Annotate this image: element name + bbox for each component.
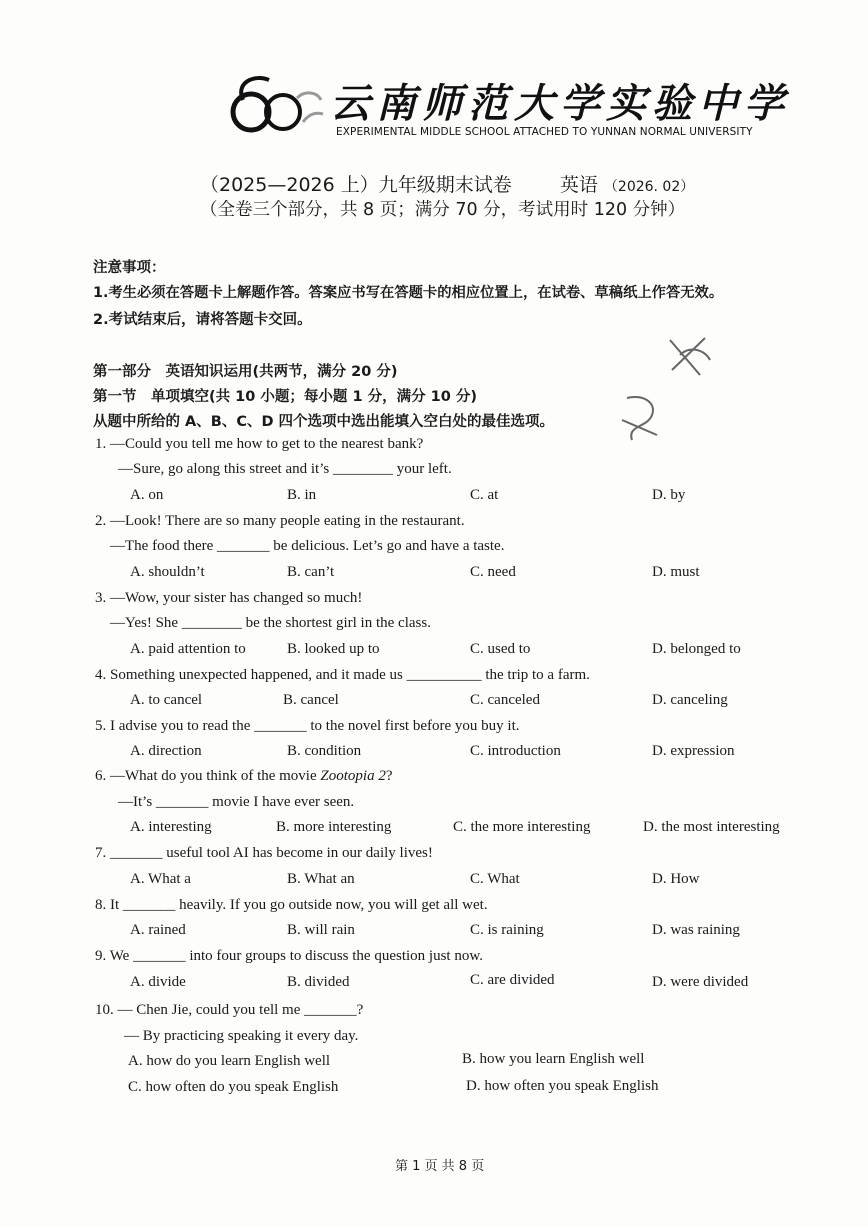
question-4-line-1: 4. Something unexpected happened, and it made us __________ the trip to a farm. (95, 667, 590, 683)
question-9-line-1: 9. We _______ into four groups to discuss the question just now. (95, 948, 483, 964)
question-5-option-d: D. expression (652, 743, 735, 759)
question-2-option-a: A. shouldn’t (130, 564, 205, 580)
question-8-line-1: 8. It _______ heavily. If you go outside now, you will get all wet. (95, 897, 488, 913)
exam-title-line (200, 170, 694, 197)
question-6-option-c: C. the more interesting (453, 819, 591, 835)
handwriting-scribble-icon (660, 330, 720, 385)
question-9-option-b: B. divided (287, 974, 350, 990)
question-6-option-d: D. the most interesting (643, 819, 780, 835)
question-10-option-d: D. how often you speak English (466, 1078, 659, 1094)
handwriting-scribble-icon (612, 390, 672, 450)
note-item-2: 2.考试结束后，请将答题卡交回。 (93, 312, 312, 328)
question-6-line-2: —It’s _______ movie I have ever seen. (118, 794, 355, 810)
question-10-option-a: A. how do you learn English well (128, 1053, 331, 1069)
question-1-line-2: —Sure, go along this street and it’s ________ your left. (118, 461, 452, 477)
school-name-cn: 云南师范大学实验中学 (330, 80, 790, 127)
question-4-option-b: B. cancel (283, 692, 339, 708)
question-7-option-d: D. How (652, 871, 700, 887)
question-3-option-b: B. looked up to (287, 641, 380, 657)
exam-title: （2025—2026 上）九年级期末试卷 (200, 174, 512, 196)
question-2-line-2: —The food there _______ be delicious. Let’s go and have a taste. (110, 538, 505, 554)
question-1-option-a: A. on (130, 487, 164, 503)
section1-heading: 第一节 单项填空(共 10 小题；每小题 1 分，满分 10 分) (93, 389, 477, 405)
question-10-line-1: 10. — Chen Jie, could you tell me _______? (95, 1002, 364, 1018)
exam-date: （2026. 02） (603, 179, 695, 195)
question-8-option-a: A. rained (130, 922, 186, 938)
part1-heading: 第一部分 英语知识运用(共两节，满分 20 分) (93, 364, 398, 380)
question-8-option-b: B. will rain (287, 922, 355, 938)
question-10-option-b: B. how you learn English well (462, 1051, 645, 1067)
question-1-option-c: C. at (470, 487, 499, 503)
question-9-option-c: C. are divided (470, 972, 555, 988)
question-10-option-c: C. how often do you speak English (128, 1079, 339, 1095)
exam-subject: 英语 (559, 174, 598, 196)
question-2-option-c: C. need (470, 564, 516, 580)
question-6-option-a: A. interesting (130, 819, 212, 835)
question-7-line-1: 7. _______ useful tool AI has become in our daily lives! (95, 845, 433, 861)
question-2-line-1: 2. —Look! There are so many people eating in the restaurant. (95, 513, 465, 529)
question-9-option-d: D. were divided (652, 974, 749, 990)
question-6-option-b: B. more interesting (276, 819, 392, 835)
section1-instruction: 从题中所给的 A、B、C、D 四个选项中选出能填入空白处的最佳选项。 (93, 414, 555, 430)
notes-heading: 注意事项： (93, 260, 166, 276)
question-3-option-c: C. used to (470, 641, 531, 657)
question-3-option-d: D. belonged to (652, 641, 741, 657)
question-8-option-c: C. is raining (470, 922, 544, 938)
note-item-1: 1.考生必须在答题卡上解题作答。答案应书写在答题卡的相应位置上，在试卷、草稿纸上作答无效。 (93, 285, 724, 301)
question-5-option-a: A. direction (130, 743, 202, 759)
question-7-option-a: A. What a (130, 871, 191, 887)
question-4-option-c: C. canceled (470, 692, 540, 708)
question-1-option-d: D. by (652, 487, 686, 503)
question-5-option-b: B. condition (287, 743, 362, 759)
question-2-option-b: B. can’t (287, 564, 335, 580)
question-7-option-b: B. What an (287, 871, 355, 887)
school-name-en: EXPERIMENTAL MIDDLE SCHOOL ATTACHED TO YUNNAN NORMAL UNIVERSITY (336, 126, 753, 138)
question-3-line-2: —Yes! She ________ be the shortest girl in the class. (110, 615, 431, 631)
question-1-line-1: 1. —Could you tell me how to get to the nearest bank? (95, 436, 424, 452)
exam-info: （全卷三个部分，共 8 页；满分 70 分，考试用时 120 分钟） (200, 200, 686, 220)
question-6-line-1: 6. —What do you think of the movie Zootopia 2? (95, 768, 393, 784)
question-5-line-1: 5. I advise you to read the _______ to the novel first before you buy it. (95, 718, 520, 734)
page-number: 第 1 页 共 8 页 (395, 1159, 485, 1174)
question-4-option-d: D. canceling (652, 692, 728, 708)
question-9-option-a: A. divide (130, 974, 186, 990)
question-5-option-c: C. introduction (470, 743, 561, 759)
question-3-line-1: 3. —Wow, your sister has changed so much! (95, 590, 363, 606)
question-8-option-d: D. was raining (652, 922, 740, 938)
school-logo-icon (225, 70, 330, 140)
movie-title: Zootopia 2 (320, 768, 386, 784)
question-4-option-a: A. to cancel (130, 692, 203, 708)
question-1-option-b: B. in (287, 487, 317, 503)
question-7-option-c: C. What (470, 871, 520, 887)
question-2-option-d: D. must (652, 564, 700, 580)
question-3-option-a: A. paid attention to (130, 641, 246, 657)
question-10-line-2: — By practicing speaking it every day. (124, 1028, 359, 1044)
